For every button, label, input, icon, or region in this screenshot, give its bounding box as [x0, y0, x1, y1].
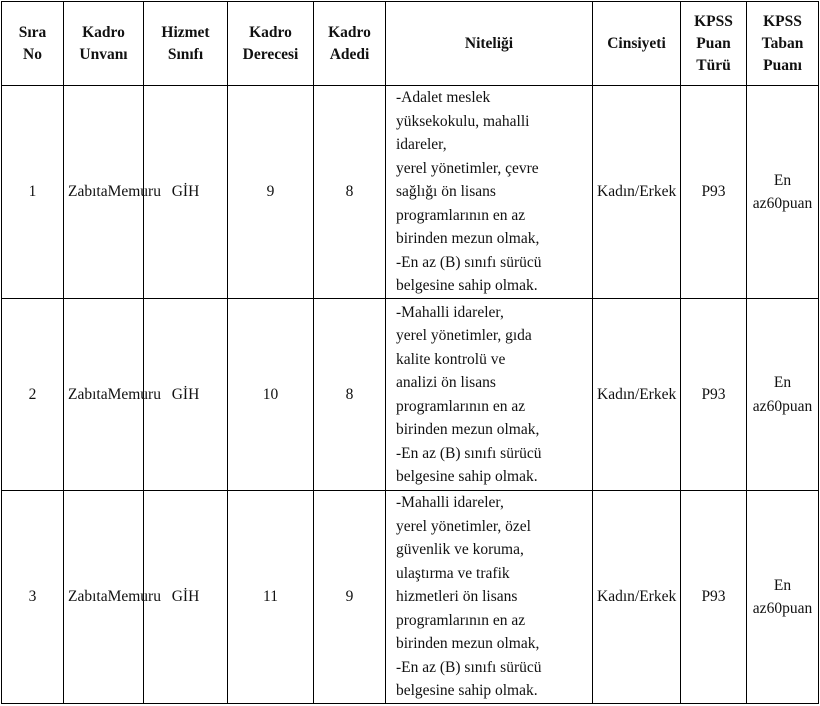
kadro-table: [1, 1, 819, 704]
table-row: [2, 86, 819, 299]
cell-sira: 1: [2, 86, 64, 299]
cell-nitelik: [386, 86, 593, 299]
cell-line: hizmetleri ön lisans: [396, 588, 518, 606]
cell-line: Kadın/: [597, 385, 640, 403]
cell-line: -Mahalli idareler,: [396, 303, 504, 321]
table-row: [2, 491, 819, 704]
cell-taban: [747, 299, 819, 491]
cell-line: programlarının en az: [396, 397, 526, 415]
cell-line: birinden mezun olmak,: [396, 635, 540, 653]
cell-line: Zabıta: [68, 588, 108, 606]
cell-line: Niteliği: [464, 34, 514, 52]
cell-line: Erkek: [639, 385, 677, 403]
cell-line: -Mahalli idareler,: [396, 494, 504, 512]
cell-line: ulaştırma ve trafik: [396, 564, 510, 582]
cell-taban: [747, 491, 819, 704]
cell-line: Zabıta: [68, 183, 108, 201]
header-derece: [228, 2, 314, 86]
cell-line: Sınıfı: [167, 45, 204, 63]
cell-line: yerel yönetimler, çevre: [396, 159, 539, 177]
cell-adet: 9: [314, 491, 386, 704]
header-hizmet: [144, 2, 228, 86]
cell-line: Unvanı: [79, 45, 128, 63]
header-sira: [2, 2, 64, 86]
cell-line: Kadro: [328, 23, 371, 41]
cell-line: Memuru: [107, 385, 161, 403]
cell-taban: [747, 86, 819, 299]
cell-derece: 10: [228, 299, 314, 491]
header-cinsiyet: [593, 2, 681, 86]
cell-line: Puanı: [763, 56, 802, 74]
cell-line: Derecesi: [242, 45, 299, 63]
cell-line: belgesine sahip olmak.: [396, 682, 538, 700]
cell-line: -En az (B) sınıfı sürücü: [396, 253, 542, 271]
cell-cinsiyet: [593, 491, 681, 704]
cell-line: Türü: [696, 56, 731, 74]
cell-cinsiyet: [593, 299, 681, 491]
cell-line: En az: [752, 171, 792, 213]
cell-unvan: [64, 491, 161, 704]
cell-line: Erkek: [639, 588, 677, 606]
cell-unvan: [64, 299, 161, 491]
cell-line: programlarının en az: [396, 611, 526, 629]
cell-line: Kadın/: [597, 588, 640, 606]
cell-adet: 8: [314, 299, 386, 491]
header-puan_turu: [681, 2, 747, 86]
cell-puan_turu: P93: [681, 86, 747, 299]
cell-nitelik: [386, 299, 593, 491]
cell-line: belgesine sahip olmak.: [396, 468, 538, 486]
cell-line: -En az (B) sınıfı sürücü: [396, 658, 542, 676]
cell-sira: 2: [2, 299, 64, 491]
cell-unvan: [64, 86, 161, 299]
cell-line: kalite kontrolü ve: [396, 350, 506, 368]
cell-line: 60: [766, 600, 783, 618]
cell-line: No: [23, 45, 42, 63]
cell-line: KPSS: [694, 12, 733, 30]
table-row: [2, 299, 819, 491]
cell-line: En az: [752, 374, 792, 415]
cell-sira: 3: [2, 491, 64, 704]
cell-line: Kadro: [82, 23, 125, 41]
cell-line: Kadro: [249, 23, 292, 41]
header-taban: [747, 2, 819, 86]
cell-line: 60: [766, 397, 783, 415]
header-unvan: [64, 2, 144, 86]
cell-derece: 9: [228, 86, 314, 299]
cell-line: birinden mezun olmak,: [396, 421, 540, 439]
cell-adet: 8: [314, 86, 386, 299]
cell-hizmet: GİH: [144, 491, 228, 704]
cell-line: 60: [766, 195, 783, 213]
cell-line: idareler,: [396, 136, 447, 154]
cell-line: Zabıta: [68, 385, 108, 403]
cell-line: sağlığı ön lisans: [396, 183, 496, 201]
cell-line: programlarının en az: [396, 206, 526, 224]
header-row: [2, 2, 819, 86]
cell-nitelik: [386, 491, 593, 704]
cell-line: Hizmet: [161, 23, 210, 41]
cell-line: puan: [782, 397, 813, 415]
cell-line: belgesine sahip olmak.: [396, 277, 538, 295]
cell-hizmet: GİH: [144, 299, 228, 491]
cell-line: Taban: [761, 34, 804, 52]
cell-puan_turu: P93: [681, 491, 747, 704]
cell-line: Cinsiyeti: [607, 34, 666, 52]
cell-puan_turu: P93: [681, 299, 747, 491]
cell-line: yüksekokulu, mahalli: [396, 112, 530, 130]
cell-line: güvenlik ve koruma,: [396, 541, 524, 559]
cell-line: KPSS: [763, 12, 802, 30]
cell-line: Kadın/: [597, 183, 640, 201]
cell-line: analizi ön lisans: [396, 374, 496, 392]
cell-line: En az: [752, 576, 792, 618]
cell-cinsiyet: [593, 86, 681, 299]
header-nitelik: [386, 2, 593, 86]
cell-line: -Adalet meslek: [396, 89, 491, 107]
cell-line: Erkek: [639, 183, 677, 201]
cell-line: puan: [782, 195, 813, 213]
cell-line: Puan: [696, 34, 731, 52]
cell-derece: 11: [228, 491, 314, 704]
cell-line: yerel yönetimler, özel: [396, 517, 531, 535]
table-body: [2, 86, 819, 704]
cell-line: Adedi: [329, 45, 370, 63]
cell-line: birinden mezun olmak,: [396, 230, 540, 248]
cell-line: Memuru: [107, 588, 161, 606]
cell-line: Sıra: [18, 23, 47, 41]
cell-line: yerel yönetimler, gıda: [396, 327, 532, 345]
header-adet: [314, 2, 386, 86]
cell-line: Memuru: [107, 183, 161, 201]
cell-hizmet: GİH: [144, 86, 228, 299]
cell-line: -En az (B) sınıfı sürücü: [396, 444, 542, 462]
cell-line: puan: [782, 600, 813, 618]
